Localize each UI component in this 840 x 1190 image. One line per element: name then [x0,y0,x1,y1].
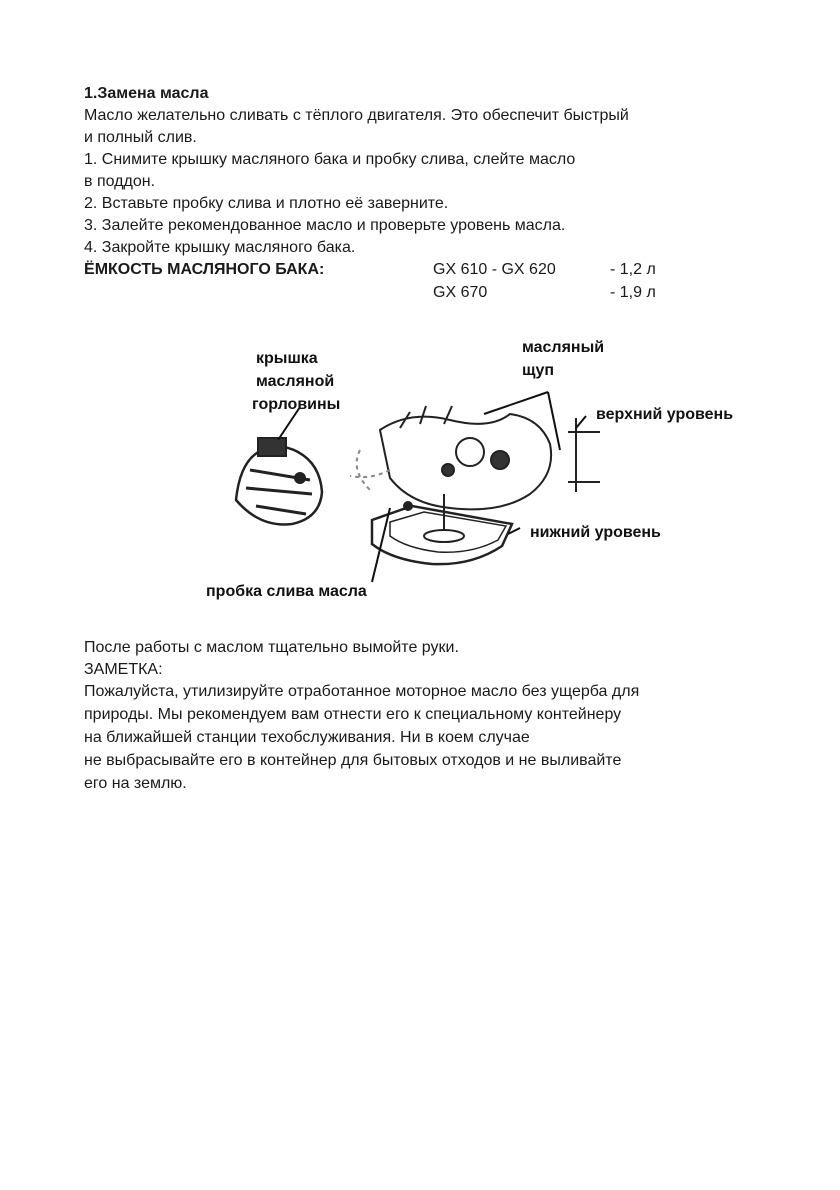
note-line-3: на ближайшей станции техобслуживания. Ни в коем случае [84,729,530,746]
label-lower-level: нижний уровень [530,524,661,541]
label-cap-line-1: крышка [256,350,318,367]
note-line-5: его на землю. [84,775,187,792]
label-upper-level: верхний уровень [596,406,734,423]
section-title: 1.Замена масла [84,85,209,102]
intro-line-2: и полный слив. [84,129,197,146]
step-3: 3. Залейте рекомендованное масло и проверьте уровень масла. [84,217,566,234]
step-2: 2. Вставьте пробку слива и плотно её заверните. [84,195,449,212]
step-1-line-1: 1. Снимите крышку масляного бака и пробку слива, слейте масло [84,151,576,168]
note-line-4: не выбрасывайте его в контейнер для бытовых отходов и не выливайте [84,752,622,769]
capacity-volume-1: - 1,2 л [610,261,656,278]
label-cap-line-3: горловины [252,396,341,413]
note-line-2: природы. Мы рекомендуем вам отнести его к специальному контейнеру [84,706,622,723]
note-line-1: Пожалуйста, утилизируйте отработанное моторное масло без ущерба для [84,683,640,700]
note-title: ЗАМЕТКА: [84,661,163,678]
step-1-line-2: в поддон. [84,173,156,190]
leader-lines [278,392,586,582]
capacity-model-2: GX 670 [433,284,488,301]
label-drain-plug: пробка слива масла [206,583,367,600]
label-dipstick-line-2: щуп [522,362,555,379]
label-dipstick-line-1: масляный [522,339,605,356]
capacity-volume-2: - 1,9 л [610,284,656,301]
capacity-heading: ЁМКОСТЬ МАСЛЯНОГО БАКА: [84,261,325,278]
intro-line-1: Масло желательно сливать с тёплого двигателя. Это обеспечит быстрый [84,107,629,124]
capacity-model-1: GX 610 - GX 620 [433,261,556,278]
after-work-text: После работы с маслом тщательно вымойте руки. [84,639,459,656]
label-cap-line-2: масляной [256,373,335,390]
step-4: 4. Закройте крышку масляного бака. [84,239,356,256]
